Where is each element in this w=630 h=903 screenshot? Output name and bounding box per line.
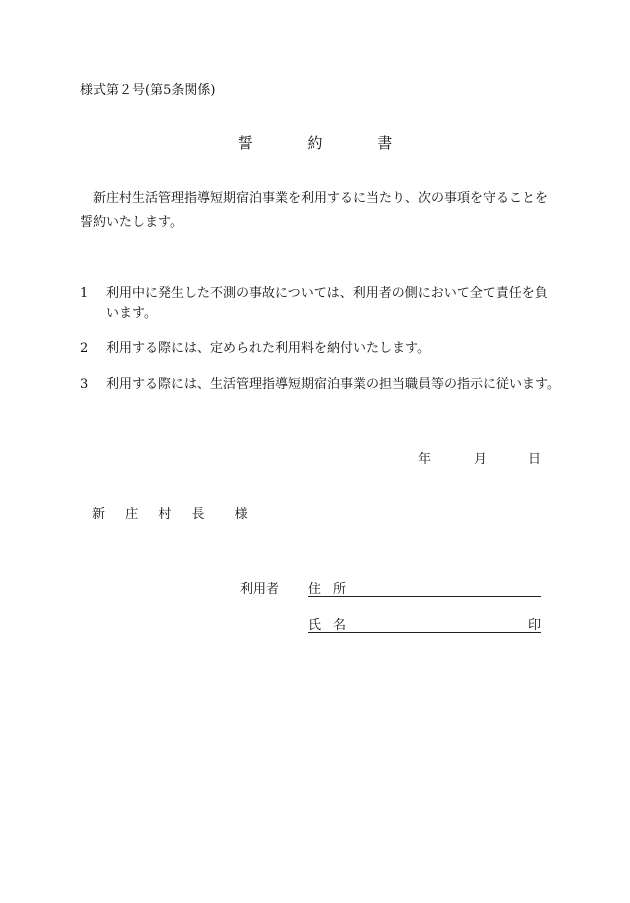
address-char: 住 [308, 582, 322, 597]
title-char: 約 [307, 134, 323, 152]
date-year: 年 [418, 452, 432, 467]
address-char: 所 [333, 582, 347, 597]
list-item [80, 339, 580, 359]
name-char: 名 [333, 618, 347, 633]
address-field[interactable] [308, 578, 541, 597]
addressee-char: 長 [191, 507, 205, 522]
addressee [92, 503, 264, 522]
addressee-char: 新 [92, 507, 106, 522]
item-text: 利用する際には、生活管理指導短期宿泊事業の担当職員等の指示に従います。 [106, 377, 560, 392]
name-label [308, 618, 358, 633]
item-text: います。 [106, 306, 157, 321]
intro-paragraph [80, 187, 580, 235]
item-text: 利用する際には、定められた利用料を納付いたします。 [106, 341, 430, 356]
addressee-char: 庄 [125, 507, 139, 522]
user-label: 利用者 [240, 582, 280, 597]
title-char: 誓 [237, 134, 253, 152]
date-month: 月 [474, 452, 488, 467]
item-number: 3 [80, 377, 89, 392]
name-field[interactable] [308, 614, 541, 633]
seal-mark: 印 [527, 618, 541, 633]
title-char: 書 [377, 134, 393, 152]
list-item [80, 284, 580, 324]
intro-line: 新庄村生活管理指導短期宿泊事業を利用するに当たり、次の事項を守ることを [93, 191, 549, 206]
item-number: 2 [80, 341, 89, 356]
addressee-char: 様 [234, 507, 248, 522]
item-number: 1 [80, 286, 89, 301]
document-title [0, 132, 630, 153]
addressee-char: 村 [158, 507, 172, 522]
item-text: 利用中に発生した不測の事故については、利用者の側において全て責任を負 [106, 286, 548, 301]
list-item [80, 375, 580, 395]
name-char: 氏 [308, 618, 322, 633]
address-label [308, 582, 358, 597]
date-day: 日 [528, 452, 542, 467]
intro-line: 誓約いたします。 [80, 215, 183, 230]
form-number: 様式第２号(第5条関係) [80, 83, 216, 98]
